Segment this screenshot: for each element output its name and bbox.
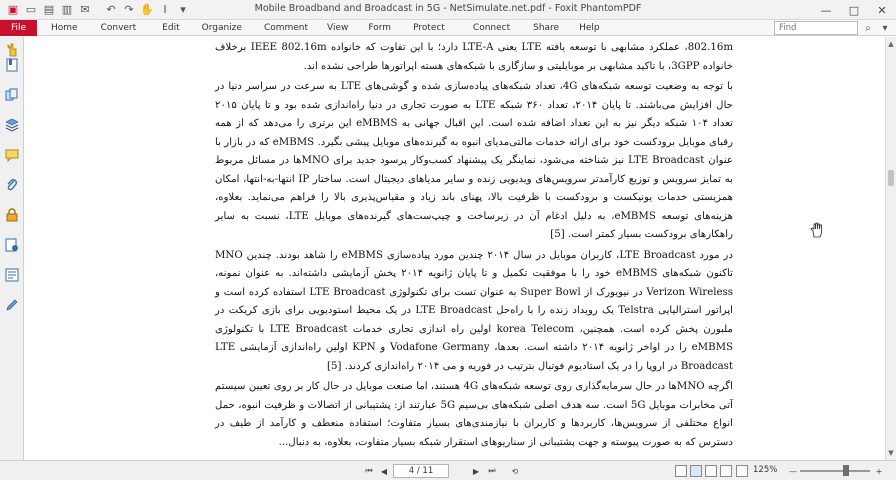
previous-page-button[interactable]: ◀ [380, 466, 388, 476]
minimize-button[interactable]: — [820, 3, 832, 17]
select-text-icon[interactable]: I [163, 3, 167, 16]
pages-icon[interactable] [4, 87, 20, 103]
email-icon[interactable]: ✉ [80, 3, 90, 16]
navigation-panel [0, 37, 24, 460]
page-number-input[interactable]: 4 / 11 [393, 464, 449, 478]
ribbon-tabs [0, 20, 896, 36]
paragraph: در مورد LTE Broadcast، کاربران موبایل در سال ۲۰۱۴ چندین مورد پیاده‌سازی eMBMS را شاهد بودند. چندین MNO تاکنون شبکه‌های eMBMS خود را با موفقیت تکمیل و تا پایان ژانویه ۲۰۱۴ پخش آزمایشی داشته‌اند. به عنوان نمونه، Verizon Wireless در نیویورک از Super Bowl به عنوان تست برای تکنولوژی LTE Broadcast استفاده کرده است و اپراتور استرالیایی Telstra یک رویداد زنده را با راه‌حل LTE Broadcast در یک محیط استودیویی برای بازی کریکت در ملبورن پخش کرده است. همچنین، korea Telecom اولین راه اندازی تجاری خدمات LTE Broadcast با تکنولوژی eMBMS را در اواخر ژانویه ۲۰۱۴ داشته است. بعدها، Vodafone Germany و KPN اولین راه‌اندازی آزمایشی LTE Broadcast در اروپا را در یک استادیوم فوتبال بترتیب در فوریه و می ۲۰۱۴ راه‌اندازی کردند. [5] [215, 249, 734, 372]
toolbar-separator [94, 1, 102, 19]
pdf-page [25, 37, 885, 460]
tab-home[interactable]: Home [51, 22, 78, 33]
window-title: Mobile Broadband and Broadcast in 5G - NetSimulate.net.pdf - Foxit PhantomPDF [254, 3, 642, 14]
continuous-view-icon[interactable] [690, 465, 702, 477]
search-area [774, 21, 892, 35]
page-text-content [215, 39, 733, 452]
open-icon[interactable]: ▭ [25, 3, 37, 16]
tab-convert[interactable]: Convert [100, 22, 137, 33]
scroll-down-icon[interactable]: ▼ [888, 449, 894, 457]
tab-organize[interactable]: Organize [201, 22, 242, 33]
tab-view[interactable]: View [327, 22, 349, 33]
fit-page-icon[interactable] [736, 465, 748, 477]
security-lock-icon[interactable] [4, 207, 20, 223]
find-input[interactable] [774, 21, 858, 35]
tab-form[interactable]: Form [368, 22, 392, 33]
print-icon[interactable]: ▥ [61, 3, 73, 16]
tab-connect[interactable]: Connect [472, 22, 511, 33]
window-controls [812, 0, 896, 20]
redo-icon[interactable]: ↷ [124, 3, 134, 16]
search-icon[interactable]: ⌕ [865, 22, 871, 34]
search-options-icon[interactable]: ▾ [882, 22, 888, 34]
go-back-icon[interactable]: ⟲ [511, 466, 519, 476]
paragraph: اگرچه MNOها در حال سرمایه‌گذاری روی توسعه شبکه‌های 4G هستند، اما صنعت موبایل در حال کار بر روی تعیین سیستم آتی مخابرات موبایل 5G است. سه هدف اصلی شبکه‌های بی‌سیم 5G عبارتند از: پشتیبانی از اتصالات و ظرفیت انبوه، حمل انواع مختلفی از سرویس‌ها، کاربردها و کاربران با نیازمندی‌های بسیار متفاوت؛ استفاده منعطف و کارآمد از طیف در دسترس که به صورت پیوسته و جهت پشتیبانی از سناریوهای استقرار شبکه بسیار متفاوت، بعلاوه، به دنبال... [215, 381, 733, 448]
single-page-view-icon[interactable] [675, 465, 687, 477]
next-page-button[interactable]: ▶ [472, 466, 480, 476]
layers-icon[interactable] [4, 117, 20, 133]
zoom-out-icon[interactable]: — [789, 466, 797, 476]
comments-icon[interactable] [4, 147, 20, 163]
zoom-level[interactable]: 125% [753, 465, 778, 475]
close-button[interactable]: ✕ [877, 3, 887, 17]
facing-view-icon[interactable] [705, 465, 717, 477]
edit-pen-icon[interactable] [4, 297, 20, 313]
status-bar [0, 460, 896, 480]
paragraph: 802.16m، عملکرد مشابهی با توسعه یافته LTE یعنی LTE-A دارد؛ با این تفاوت که خانواده IEEE 802.16m برخلاف خانواده 3GPP، با تاکید مشابهی بر موبایلیتی و سازگاری با شبکه‌های هسته اپراتورها طراحی نشده اند. [215, 42, 734, 72]
tab-share[interactable]: Share [533, 22, 560, 33]
quick-access-toolbar [0, 1, 192, 19]
tab-protect[interactable]: Protect [413, 22, 445, 33]
hand-tool-icon[interactable]: ✋ [140, 3, 154, 16]
maximize-button[interactable]: □ [848, 3, 860, 17]
attachments-icon[interactable] [4, 177, 20, 193]
hand-pointer-icon[interactable] [4, 42, 20, 58]
last-page-button[interactable]: ⏭ [488, 466, 496, 475]
document-viewport[interactable] [25, 37, 885, 460]
form-fields-icon[interactable] [4, 267, 20, 283]
app-logo-icon[interactable]: ▣ [7, 3, 19, 16]
hand-cursor-icon [810, 222, 824, 238]
vertical-scrollbar[interactable] [885, 37, 896, 460]
first-page-button[interactable]: ⏮ [365, 466, 373, 475]
zoom-slider-thumb[interactable] [843, 465, 849, 476]
continuous-facing-view-icon[interactable] [720, 465, 732, 477]
tab-edit[interactable]: Edit [162, 22, 180, 33]
save-icon[interactable]: ▤ [43, 3, 55, 16]
tab-comment[interactable]: Comment [263, 22, 309, 33]
tab-help[interactable]: Help [579, 22, 600, 33]
undo-icon[interactable]: ↶ [106, 3, 116, 16]
signature-icon[interactable] [4, 237, 20, 253]
customize-icon[interactable]: ▾ [180, 3, 186, 16]
bookmark-icon[interactable] [4, 57, 20, 73]
tab-file[interactable]: File [0, 20, 37, 36]
zoom-slider-track[interactable] [800, 470, 870, 472]
title-bar [0, 0, 896, 20]
scroll-up-icon[interactable]: ▲ [888, 40, 894, 48]
paragraph: با توجه به وضعیت توسعه شبکه‌های 4G، تعداد شبکه‌های پیاده‌سازی شده و گوشی‌های LTE به سرعت در سراسر دنیا در حال افزایش می‌باشند. تا پایان ۲۰۱۴، تعداد ۳۶۰ شبکه LTE به صورت تجاری در دنیا راه‌اندازی شده بود و تا پایان ۲۰۱۵ تعداد ۱۰۴ شبکه دیگر نیز به این تعداد اضافه شده است. این اقبال جهانی به eMBMS این برتری را می‌دهد که از همه رقبای موبایل برودکست خود برای ارائه خدمات مالتی‌مدیای انبوه به گیرنده‌های موبایل پیشی بگیرد. eMBMS که در بازار با عنوان LTE Broadcast نیز شناخته می‌شود، نماینگر یک پیشنهاد کسب‌وکار پرسود جدید برای MNOها در مسائل مربوط به تمایز سرویس و توزیع کارآمدتر سرویس‌های ویدیویی زنده و سایر مدیاهای دیجیتال است. ساختار IP انتها-به-انتها، امکان همزیستی خدمات یونیکست و برودکست با ظرفیت بالا، پهنای باند زیاد و مقیاس‌پذیری بالا را فراهم می‌نماید. بعلاوه، هزینه‌های توسعه eMBMS، به دلیل ادغام آن در زیرساخت و چیپ‌ست‌های گیرنده‌های موبایل LTE، نسبت به سایر راهکارهای برودکست بسیار کمتر است. [5] [215, 81, 734, 240]
scroll-thumb[interactable] [888, 170, 894, 186]
zoom-in-icon[interactable]: + [875, 466, 883, 476]
